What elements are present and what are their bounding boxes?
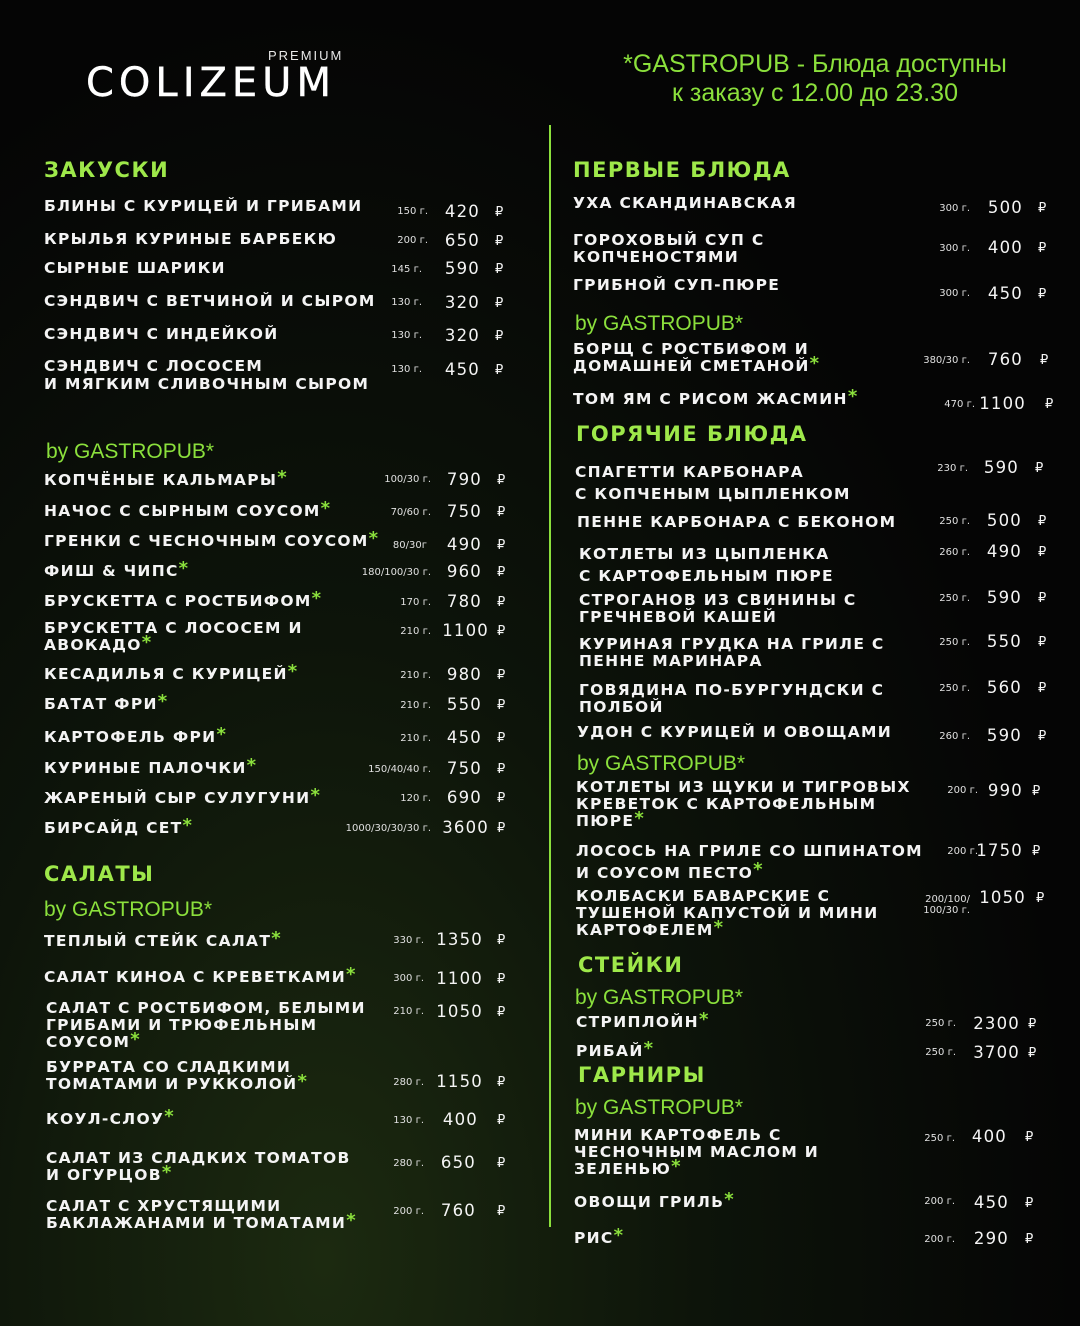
ruble-icon: ₽ [495, 205, 504, 220]
menu-item-name: СТРОГАНОВ ИЗ СВИНИНЫ С ГРЕЧНЕВОЙ КАШЕЙ [579, 591, 857, 626]
menu-item-name: РИС* [574, 1225, 625, 1247]
gastropub-star-icon: * [346, 964, 357, 985]
gastropub-star-icon: * [311, 588, 323, 609]
menu-item-weight: 1000/30/30/30 г. [345, 823, 431, 834]
menu-item-weight: 260 г. [939, 731, 970, 742]
menu-item-name: КАРТОФЕЛЬ ФРИ* [44, 724, 228, 746]
menu-item-name: КОУЛ-СЛОУ* [46, 1106, 175, 1128]
menu-item-price: 500 [986, 511, 1022, 530]
ruble-icon: ₽ [1025, 1130, 1034, 1145]
menu-item-name: КОПЧЁНЫЕ КАЛЬМАРЫ* [44, 467, 288, 489]
ruble-icon: ₽ [497, 1005, 506, 1020]
menu-item-weight: 130 г. [393, 1115, 424, 1126]
gastropub-star-icon: * [809, 353, 821, 374]
gastropub-star-icon: * [346, 1210, 357, 1231]
ruble-icon: ₽ [1025, 1196, 1034, 1211]
menu-item-price: 560 [986, 678, 1022, 697]
ruble-icon: ₽ [497, 698, 506, 713]
ruble-icon: ₽ [497, 762, 506, 777]
menu-item-name: УДОН С КУРИЦЕЙ И ОВОЩАМИ [577, 723, 893, 741]
menu-item-name: ПЕННЕ КАРБОНАРА С БЕКОНОМ [577, 513, 897, 531]
menu-item-price: 1150 [436, 1072, 483, 1091]
menu-item-price: 1100 [436, 969, 483, 988]
menu-item-price: 1100 [979, 394, 1026, 413]
ruble-icon: ₽ [497, 933, 506, 948]
menu-item-name: ЖАРЕНЫЙ СЫР СУЛУГУНИ* [44, 785, 322, 807]
menu-item-weight: 250 г. [924, 1133, 955, 1144]
ruble-icon: ₽ [497, 1156, 506, 1171]
menu-item-weight: 80/30г [392, 540, 427, 551]
column-divider [549, 125, 551, 1227]
menu-item-weight: 180/100/30 г. [361, 567, 431, 578]
menu-item-name: ФИШ & ЧИПС* [44, 558, 190, 580]
gastropub-star-icon: * [246, 755, 258, 776]
menu-item-name: КОТЛЕТЫ ИЗ ЩУКИ И ТИГРОВЫХ КРЕВЕТОК С КАРТОФЕЛЬНЫМ ПЮРЕ* [576, 778, 911, 830]
subsection-gastropub-goryachie: by GASTROPUB* [577, 752, 746, 775]
menu-item-name: БЛИНЫ С КУРИЦЕЙ И ГРИБАМИ [44, 197, 363, 215]
ruble-icon: ₽ [1038, 514, 1047, 529]
menu-item-name: БОРЩ С РОСТБИФОМ И ДОМАШНЕЙ СМЕТАНОЙ* [573, 340, 821, 375]
menu-item-name: ГОРОХОВЫЙ СУП С КОПЧЕНОСТЯМИ [573, 231, 765, 266]
notice-line-2: к заказу с 12.00 до 23.30 [672, 79, 958, 107]
menu-item-name: САЛАТ ИЗ СЛАДКИХ ТОМАТОВ И ОГУРЦОВ* [46, 1149, 351, 1184]
menu-item-name: КУРИНАЯ ГРУДКА НА ГРИЛЕ С ПЕННЕ МАРИНАРА [579, 635, 885, 670]
notice-line-1: *GASTROPUB - Блюда доступны [623, 50, 1007, 78]
gastropub-notice [560, 50, 1070, 108]
menu-item-price: 2300 [973, 1014, 1020, 1033]
subsection-gastropub-steiki: by GASTROPUB* [575, 986, 744, 1009]
menu-item-weight: 380/30 г. [923, 355, 970, 366]
menu-item-price: 590 [986, 726, 1022, 745]
menu-item-name: БИРСАЙД СЕТ* [44, 815, 194, 837]
menu-item-name: КЕСАДИЛЬЯ С КУРИЦЕЙ* [44, 661, 299, 683]
ruble-icon: ₽ [1038, 681, 1047, 696]
ruble-icon: ₽ [1038, 241, 1047, 256]
subsection-gastropub-pervye: by GASTROPUB* [575, 312, 744, 335]
ruble-icon: ₽ [497, 473, 506, 488]
menu-item-price: 750 [446, 502, 482, 521]
menu-item-price: 750 [446, 759, 482, 778]
menu-item-name: ГОВЯДИНА ПО-БУРГУНДСКИ С ПОЛБОЙ [579, 681, 885, 716]
menu-item-price: 650 [444, 231, 480, 250]
menu-item-price: 1100 [442, 621, 489, 640]
menu-item-weight: 70/60 г. [390, 507, 431, 518]
menu-item-weight: 145 г. [391, 264, 422, 275]
menu-item-weight: 250 г. [939, 516, 970, 527]
ruble-icon: ₽ [1028, 1046, 1037, 1061]
gastropub-star-icon: * [753, 859, 764, 880]
menu-item-weight: 130 г. [391, 364, 422, 375]
section-zakuski: ЗАКУСКИ [44, 158, 170, 182]
menu-item-name: БУРРАТА СО СЛАДКИМИ ТОМАТАМИ И РУККОЛОЙ* [46, 1058, 309, 1093]
menu-item-name: СЭНДВИЧ С ЛОСОСЕМ И МЯГКИМ СЛИВОЧНЫМ СЫРОМ [44, 357, 370, 393]
menu-item-weight: 150/40/40 г. [368, 764, 431, 775]
menu-item-weight: 300 г. [939, 243, 970, 254]
menu-item-weight: 330 г. [393, 935, 424, 946]
gastropub-star-icon: * [287, 661, 299, 682]
menu-item-weight: 300 г. [393, 973, 424, 984]
gastropub-star-icon: * [297, 1071, 309, 1092]
gastropub-star-icon: * [671, 1156, 682, 1177]
menu-item-price: 450 [446, 728, 482, 747]
logo-brand-name: COLIZEUM [86, 60, 336, 106]
menu-item-weight: 130 г. [391, 330, 422, 341]
menu-item-price: 550 [986, 632, 1022, 651]
menu-item-weight: 200 г. [397, 235, 428, 246]
menu-item-weight: 200 г. [947, 846, 978, 857]
menu-item-weight: 200 г. [393, 1206, 424, 1217]
menu-item-name: КОЛБАСКИ БАВАРСКИЕ С ТУШЕНОЙ КАПУСТОЙ И МИНИ КАРТОФЕЛЕМ* [576, 887, 879, 939]
menu-item-name: БРУСКЕТТА С ЛОСОСЕМ И АВОКАДО* [44, 619, 303, 654]
menu-item-price: 490 [986, 542, 1022, 561]
menu-item-price: 3700 [973, 1043, 1020, 1062]
menu-item-name: БАТАТ ФРИ* [44, 691, 169, 713]
menu-item-price: 1350 [436, 930, 483, 949]
ruble-icon: ₽ [1035, 461, 1044, 476]
gastropub-star-icon: * [271, 928, 282, 949]
gastropub-star-icon: * [164, 1106, 175, 1127]
gastropub-star-icon: * [161, 1162, 173, 1183]
ruble-icon: ₽ [497, 821, 506, 836]
ruble-icon: ₽ [497, 624, 506, 639]
menu-item-price: 790 [446, 470, 482, 489]
ruble-icon: ₽ [497, 1075, 506, 1090]
menu-item-weight: 250 г. [939, 683, 970, 694]
menu-item-weight: 210 г. [400, 670, 431, 681]
gastropub-star-icon: * [643, 1038, 655, 1059]
ruble-icon: ₽ [1038, 201, 1047, 216]
ruble-icon: ₽ [495, 363, 504, 378]
menu-item-price: 450 [973, 1193, 1009, 1212]
menu-item-price: 320 [444, 293, 480, 312]
ruble-icon: ₽ [497, 1113, 506, 1128]
ruble-icon: ₽ [1040, 353, 1049, 368]
menu-item-price: 760 [987, 350, 1023, 369]
gastropub-star-icon: * [634, 808, 646, 829]
ruble-icon: ₽ [497, 538, 506, 553]
gastropub-star-icon: * [182, 815, 194, 836]
gastropub-star-icon: * [310, 785, 322, 806]
menu-item-price: 960 [446, 562, 482, 581]
menu-item-weight: 210 г. [400, 626, 431, 637]
menu-item-name: ТОМ ЯМ С РИСОМ ЖАСМИН* [573, 386, 859, 408]
menu-item-price: 400 [987, 238, 1023, 257]
menu-item-price: 320 [444, 326, 480, 345]
menu-item-name: КУРИНЫЕ ПАЛОЧКИ* [44, 755, 258, 777]
ruble-icon: ₽ [1038, 545, 1047, 560]
menu-item-price: 590 [983, 458, 1019, 477]
menu-item-weight: 130 г. [391, 297, 422, 308]
menu-item-name: САЛАТ С ХРУСТЯЩИМИ БАКЛАЖАНАМИ И ТОМАТАМИ* [46, 1197, 357, 1232]
menu-item-price: 760 [440, 1201, 476, 1220]
gastropub-star-icon: * [724, 1189, 735, 1210]
ruble-icon: ₽ [497, 505, 506, 520]
menu-item-name: СЫРНЫЕ ШАРИКИ [44, 259, 226, 277]
menu-item-price: 3600 [442, 818, 489, 837]
menu-item-price: 290 [973, 1229, 1009, 1248]
ruble-icon: ₽ [1038, 729, 1047, 744]
menu-item-price: 590 [444, 259, 480, 278]
subsection-gastropub-zakuski: by GASTROPUB* [46, 440, 215, 463]
menu-item-price: 500 [987, 198, 1023, 217]
ruble-icon: ₽ [497, 731, 506, 746]
gastropub-star-icon: * [216, 724, 228, 745]
menu-item-price: 1050 [979, 888, 1026, 907]
menu-item-weight: 210 г. [400, 733, 431, 744]
menu-item-name: СПАГЕТТИ КАРБОНАРА С КОПЧЕНЫМ ЦЫПЛЕНКОМ [575, 463, 851, 503]
ruble-icon: ₽ [1045, 397, 1054, 412]
menu-item-name: САЛАТ КИНОА С КРЕВЕТКАМИ* [44, 964, 357, 986]
menu-item-weight: 280 г. [393, 1077, 424, 1088]
menu-item-weight: 210 г. [400, 700, 431, 711]
menu-item-price: 650 [440, 1153, 476, 1172]
menu-item-weight: 100/30 г. [384, 474, 431, 485]
gastropub-star-icon: * [368, 528, 380, 549]
ruble-icon: ₽ [495, 329, 504, 344]
ruble-icon: ₽ [497, 565, 506, 580]
gastropub-star-icon: * [713, 917, 725, 938]
menu-item-weight: 470 г. [944, 399, 975, 410]
menu-item-price: 490 [446, 535, 482, 554]
menu-item-name: ГРИБНОЙ СУП-ПЮРЕ [573, 276, 781, 294]
menu-item-price: 450 [987, 284, 1023, 303]
gastropub-star-icon: * [613, 1225, 625, 1246]
menu-item-price: 590 [986, 588, 1022, 607]
ruble-icon: ₽ [1025, 1232, 1034, 1247]
gastropub-star-icon: * [847, 386, 859, 407]
section-goryachie-blyuda: ГОРЯЧИЕ БЛЮДА [576, 422, 808, 446]
menu-item-weight: 200 г. [924, 1234, 955, 1245]
menu-item-weight: 200 г. [924, 1196, 955, 1207]
menu-item-weight: 150 г. [397, 206, 428, 217]
menu-item-weight: 200/100/ 100/30 г. [923, 894, 970, 916]
gastropub-star-icon: * [141, 632, 153, 653]
gastropub-star-icon: * [178, 558, 190, 579]
menu-item-weight: 300 г. [939, 288, 970, 299]
menu-item-price: 400 [442, 1110, 478, 1129]
section-pervye-blyuda: ПЕРВЫЕ БЛЮДА [573, 158, 791, 182]
menu-item-weight: 250 г. [939, 593, 970, 604]
menu-item-price: 780 [446, 592, 482, 611]
menu-item-weight: 210 г. [393, 1006, 424, 1017]
ruble-icon: ₽ [1028, 1017, 1037, 1032]
menu-item-name: СЭНДВИЧ С ИНДЕЙКОЙ [44, 325, 279, 343]
menu-item-name: ГРЕНКИ С ЧЕСНОЧНЫМ СОУСОМ* [44, 528, 380, 550]
ruble-icon: ₽ [1038, 287, 1047, 302]
menu-item-name: СТРИПЛОЙН* [576, 1009, 710, 1031]
menu-item-name: САЛАТ С РОСТБИФОМ, БЕЛЫМИ ГРИБАМИ И ТРЮФЕЛЬНЫМ СОУСОМ* [46, 999, 366, 1051]
subsection-gastropub-salaty: by GASTROPUB* [44, 898, 213, 921]
menu-item-name: РИБАЙ* [576, 1038, 655, 1060]
ruble-icon: ₽ [1038, 591, 1047, 606]
menu-item-price: 1050 [436, 1002, 483, 1021]
menu-item-price: 450 [444, 360, 480, 379]
ruble-icon: ₽ [497, 1204, 506, 1219]
menu-item-price: 980 [446, 665, 482, 684]
menu-item-weight: 260 г. [939, 547, 970, 558]
menu-item-name: СЭНДВИЧ С ВЕТЧИНОЙ И СЫРОМ [44, 292, 376, 310]
menu-item-price: 550 [446, 695, 482, 714]
ruble-icon: ₽ [1038, 635, 1047, 650]
menu-item-name: МИНИ КАРТОФЕЛЬ С ЧЕСНОЧНЫМ МАСЛОМ И ЗЕЛЕНЬЮ* [574, 1126, 820, 1178]
menu-item-name: ТЕПЛЫЙ СТЕЙК САЛАТ* [44, 928, 282, 950]
ruble-icon: ₽ [495, 296, 504, 311]
ruble-icon: ₽ [495, 234, 504, 249]
gastropub-star-icon: * [320, 498, 332, 519]
section-garniry: ГАРНИРЫ [578, 1063, 706, 1087]
menu-item-price: 420 [444, 202, 480, 221]
menu-item-price: 400 [971, 1127, 1007, 1146]
menu-item-name: КОТЛЕТЫ ИЗ ЦЫПЛЕНКА С КАРТОФЕЛЬНЫМ ПЮРЕ [579, 545, 834, 585]
menu-item-price: 690 [446, 788, 482, 807]
menu-item-weight: 300 г. [939, 203, 970, 214]
menu-item-name: ОВОЩИ ГРИЛЬ* [574, 1189, 735, 1211]
menu-item-weight: 170 г. [400, 597, 431, 608]
menu-item-weight: 250 г. [939, 637, 970, 648]
ruble-icon: ₽ [1036, 891, 1045, 906]
menu-item-name: ЛОСОСЬ НА ГРИЛЕ СО ШПИНАТОМ И СОУСОМ ПЕСТО* [576, 842, 923, 882]
menu-item-name: НАЧОС С СЫРНЫМ СОУСОМ* [44, 498, 332, 520]
gastropub-star-icon: * [698, 1009, 710, 1030]
menu-item-weight: 120 г. [400, 793, 431, 804]
ruble-icon: ₽ [497, 668, 506, 683]
menu-item-price: 1750 [976, 841, 1023, 860]
ruble-icon: ₽ [1032, 784, 1041, 799]
menu-item-weight: 280 г. [393, 1158, 424, 1169]
menu-item-weight: 250 г. [925, 1047, 956, 1058]
menu-item-name: КРЫЛЬЯ КУРИНЫЕ БАРБЕКЮ [44, 230, 338, 248]
ruble-icon: ₽ [1032, 844, 1041, 859]
menu-item-name: УХА СКАНДИНАВСКАЯ [573, 194, 797, 212]
logo-premium-label: PREMIUM [268, 48, 344, 63]
menu-item-weight: 250 г. [925, 1018, 956, 1029]
subsection-gastropub-garniry: by GASTROPUB* [575, 1096, 744, 1119]
ruble-icon: ₽ [495, 262, 504, 277]
gastropub-star-icon: * [130, 1029, 141, 1050]
section-steiki: СТЕЙКИ [578, 953, 684, 977]
menu-item-name: БРУСКЕТТА С РОСТБИФОМ* [44, 588, 323, 610]
menu-item-price: 990 [987, 781, 1023, 800]
ruble-icon: ₽ [497, 972, 506, 987]
section-salaty: САЛАТЫ [44, 862, 155, 886]
gastropub-star-icon: * [277, 467, 288, 488]
menu-item-weight: 200 г. [947, 785, 978, 796]
gastropub-star-icon: * [157, 691, 169, 712]
ruble-icon: ₽ [497, 791, 506, 806]
menu-item-weight: 230 г. [937, 463, 968, 474]
ruble-icon: ₽ [497, 595, 506, 610]
